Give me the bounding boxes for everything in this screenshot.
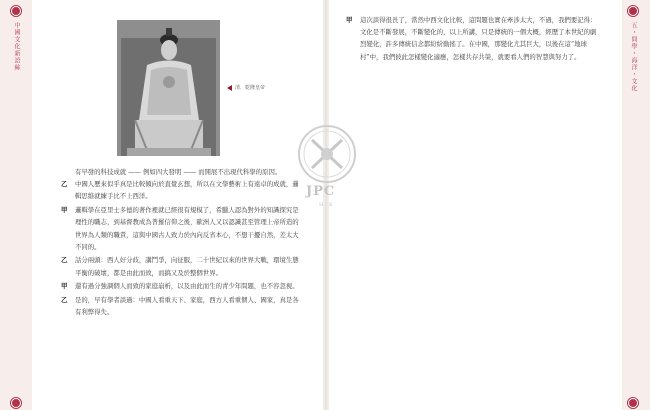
left-page-text [61, 166, 305, 320]
left-bottom-marker [11, 398, 21, 408]
dialogue-entry [61, 280, 305, 292]
right-dialogue-list [346, 14, 598, 63]
dialogue-text: 還有過分強調個人而致的家庭崩析，以及由此而生的青少年問題，也不容忽視。 [75, 282, 299, 291]
dialogue-entry [346, 14, 598, 63]
speaker-label: 甲 [346, 16, 353, 24]
dialogue-text: 中國人歷來似乎真是比較傾向於直覺玄想，所以在文學藝術上有遠卓的成就，邏輯思維就練手比不上西洋。 [75, 180, 299, 201]
speaker-label: 甲 [61, 206, 68, 215]
left-corner-marker [11, 6, 21, 16]
speaker-label: 甲 [61, 282, 68, 291]
left-running-title: 中國文化新語絲 [13, 22, 20, 71]
dialogue-entry [61, 204, 305, 253]
speaker-label: 乙 [61, 296, 68, 305]
watermark-logo [290, 122, 365, 214]
dialogue-text: 話分兩頭：西人好分歧，講鬥爭，向征服，二十世紀以來的世界大戰，環境生態平衡的破壞，都是由此而致，而搞又及於整個世界。 [75, 256, 299, 277]
emperor-portrait [117, 20, 220, 156]
dialogue-text: 這次談得很長了，當然中西文化比較，這問題也實在牽涉太大，不過，我們要記得：文化是不斷發展，不斷變化的，以上所講，只是傳統的一個大概，經歷了本世紀的劇烈變化，許多傳統信念都紛紛動搖了。在中國，那變化尤其巨大，以後在這“地球村”中，我們彼此怎樣變化適應，怎樣共存共榮，就要看人們的智慧與努力了。 [360, 16, 597, 61]
dialogue-entry [61, 178, 305, 202]
dialogue-entry [61, 254, 305, 278]
dialogue-text: 是的，早有學者談過：中國人看重天下、家庭，西方人看重個人、國家，真是各有利弊得失。 [75, 296, 299, 317]
caption-text: 清．乾隆皇帝 [235, 85, 266, 91]
caption-arrow-icon [227, 85, 232, 91]
speaker-label: 乙 [61, 180, 68, 189]
left-dialogue-list [61, 178, 305, 318]
right-page-text [346, 14, 598, 64]
speaker-label: 乙 [61, 256, 68, 265]
portrait-caption [227, 84, 265, 91]
right-corner-marker [628, 6, 638, 16]
right-running-title: 五・問學・海洋・文化 [630, 22, 637, 92]
watermark-text: JPC [306, 184, 336, 199]
dialogue-text: 邏輯學在亞里士多德的著作裡就已經很有規模了，希臘人認為對外的知識探究是理性的職志，到基督教成為普羅信仰之後，歐洲人又以認識甚至管理上帝所造的世界為人類的職責，這與中國古人致力於內向反省本心，不想干擾自然，差太大不同的。 [75, 206, 299, 251]
right-bottom-marker [628, 398, 638, 408]
watermark-subtext: H K [319, 202, 335, 208]
dialogue-entry [61, 294, 305, 318]
intro-continuation: 有早發的科技成就 —— 例如四大發明 —— 而開展不出現代科學的原因。 [75, 168, 282, 176]
